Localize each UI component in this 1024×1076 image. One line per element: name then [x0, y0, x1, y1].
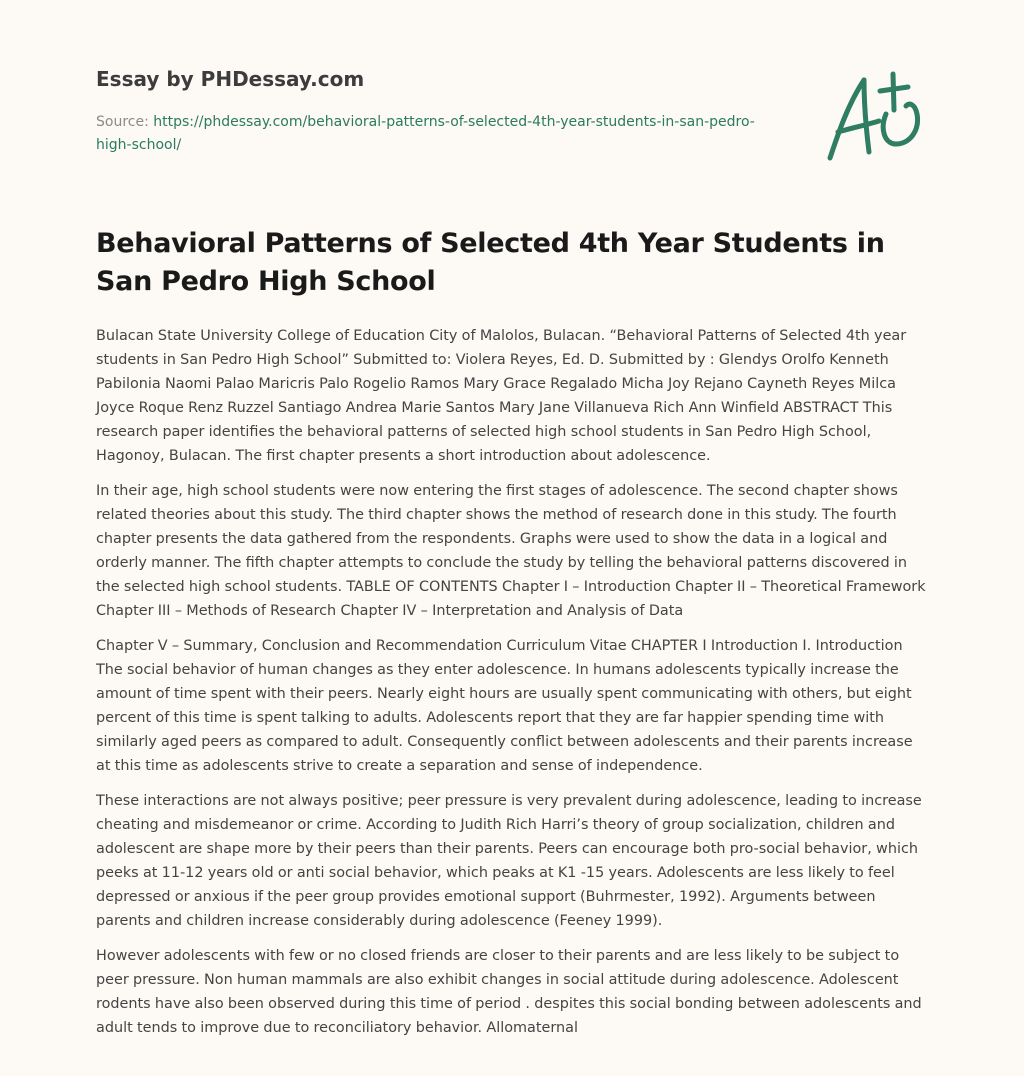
- essay-page: [96, 0, 928, 1076]
- essay-paragraph: These interactions are not always positive; peer pressure is very prevalent during adolescence, leading to increase cheating and misdemeanor or crime. According to Judith Rich Harri’s theory of group socialization, children and adolescent are shape more by their peers than their parents. Peers can encourage both pro-social behavior, which peeks at 11-12 years old or anti social behavior, which peaks at K1 -15 years. Adolescents are less likely to feel depressed or anxious if the peer group provides emotional support (Buhrmester, 1992). Arguments between parents and children increase considerably during adolescence (Feeney 1999).: [96, 793, 922, 929]
- essay-paragraph: Chapter V – Summary, Conclusion and Recommendation Curriculum Vitae CHAPTER I Introduction I. Introduction The social behavior of human changes as they enter adolescence. In humans adolescents typically increase the amount of time spent with their peers. Nearly eight hours are usually spent communicating with others, but eight percent of this time is spent talking to adults. Adolescents report that they are far happier spending time with similarly aged peers as compared to adult. Consequently conflict between adolescents and their parents increase at this time as adolescents strive to create a separation and sense of independence.: [96, 638, 913, 774]
- essay-body: [96, 324, 928, 1051]
- essay-paragraph: In their age, high school students were now entering the first stages of adolescence. The second chapter shows related theories about this study. The third chapter shows the method of research done in this study. The fourth chapter presents the data gathered from the respondents. Graphs were used to show the data in a logical and orderly manner. The fifth chapter attempts to conclude the study by telling the behavioral patterns discovered in the selected high school students. TABLE OF CONTENTS Chapter I – Introduction Chapter II – Theoretical Framework Chapter III – Methods of Research Chapter IV – Interpretation and Analysis of Data: [96, 483, 926, 619]
- essay-title: Behavioral Patterns of Selected 4th Year Students in San Pedro High School: [96, 228, 885, 297]
- essay-paragraph: Bulacan State University College of Education City of Malolos, Bulacan. “Behavioral Patterns of Selected 4th year students in San Pedro High School” Submitted to: Violera Reyes, Ed. D. Submitted by : Glendys Orolfo Kenneth Pabilonia Naomi Palao Maricris Palo Rogelio Ramos Mary Grace Regalado Micha Joy Rejano Cayneth Reyes Milca Joyce Roque Renz Ruzzel Santiago Andrea Marie Santos Mary Jane Villanueva Rich Ann Winfield ABSTRACT This research paper identifies the behavioral patterns of selected high school students in San Pedro High School, Hagonoy, Bulacan. The first chapter presents a short introduction about adolescence.: [96, 328, 907, 464]
- source-label: Source:: [96, 114, 149, 130]
- site-title: Essay by PHDessay.com: [96, 67, 365, 91]
- source-link[interactable]: https://phdessay.com/behavioral-patterns-of-selected-4th-year-students-in-san-pedro-high-school/: [96, 114, 755, 153]
- source-line: [96, 111, 776, 157]
- essay-paragraph: However adolescents with few or no closed friends are closer to their parents and are less likely to be subject to peer pressure. Non human mammals are also exhibit changes in social attitude during adolescence. Adolescent rodents have also been observed during this time of period . despites this social bonding between adolescents and adult tends to improve due to reconciliatory behavior. Allomaternal: [96, 948, 922, 1036]
- a-plus-logo-icon: [824, 68, 930, 164]
